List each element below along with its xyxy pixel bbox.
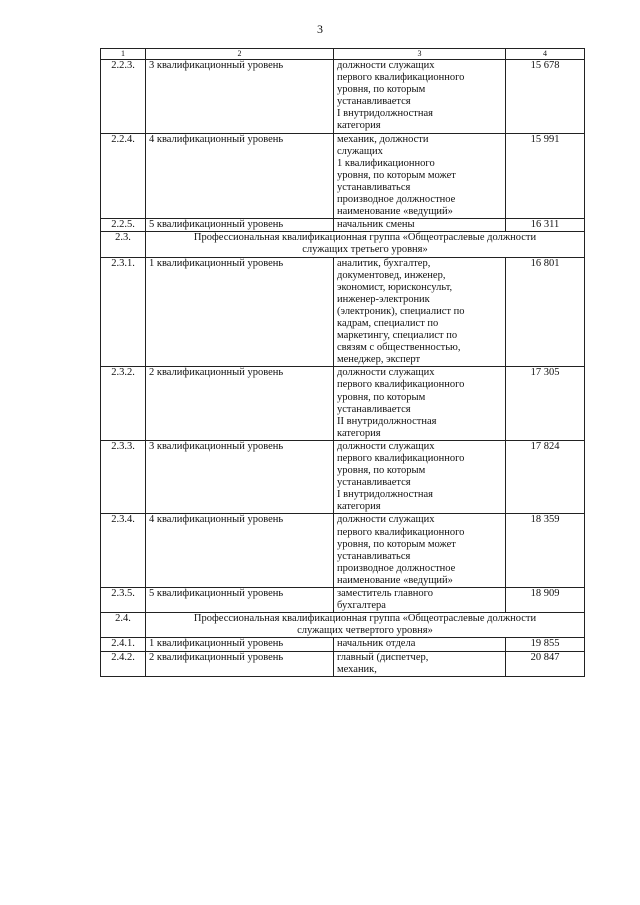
salary-value: 15 678 — [506, 60, 585, 134]
qualification-level: 2 квалификационный уровень — [146, 367, 334, 441]
table-row — [101, 367, 585, 441]
group-number: 2.3. — [101, 232, 146, 257]
item-number: 2.2.4. — [101, 133, 146, 219]
qualification-level: 4 квалификационный уровень — [146, 133, 334, 219]
qualification-level: 4 квалификационный уровень — [146, 514, 334, 588]
positions-list: начальник смены — [334, 219, 506, 232]
qualification-level: 3 квалификационный уровень — [146, 60, 334, 134]
group-header-row — [101, 232, 585, 257]
qualification-level: 5 квалификационный уровень — [146, 588, 334, 613]
column-number-3: 3 — [334, 49, 506, 60]
table-row — [101, 638, 585, 651]
salary-value: 15 991 — [506, 133, 585, 219]
positions-list: начальник отдела — [334, 638, 506, 651]
qualification-level: 5 квалификационный уровень — [146, 219, 334, 232]
salary-value: 18 909 — [506, 588, 585, 613]
positions-list: должности служащих первого квалификационного уровня, по которым устанавливается I внутридолжностная категория — [334, 440, 506, 514]
item-number: 2.3.3. — [101, 440, 146, 514]
group-number: 2.4. — [101, 613, 146, 638]
salary-value: 18 359 — [506, 514, 585, 588]
table-row — [101, 257, 585, 367]
item-number: 2.3.1. — [101, 257, 146, 367]
positions-list: должности служащих первого квалификационного уровня, по которым устанавливается I внутридолжностная категория — [334, 60, 506, 134]
salary-value: 16 311 — [506, 219, 585, 232]
column-number-2: 2 — [146, 49, 334, 60]
column-number-4: 4 — [506, 49, 585, 60]
item-number: 2.2.3. — [101, 60, 146, 134]
group-title: Профессиональная квалификационная группа «Общеотраслевые должности служащих третьего уровня» — [146, 232, 585, 257]
table-row — [101, 440, 585, 514]
group-title: Профессиональная квалификационная группа «Общеотраслевые должности служащих четвертого уровня» — [146, 613, 585, 638]
salary-table — [100, 48, 585, 677]
table-row — [101, 60, 585, 134]
table-row — [101, 514, 585, 588]
table-row — [101, 219, 585, 232]
qualification-level: 3 квалификационный уровень — [146, 440, 334, 514]
positions-list: должности служащих первого квалификационного уровня, по которым может устанавливаться производное должностное наименование «ведущий» — [334, 514, 506, 588]
salary-value: 20 847 — [506, 651, 585, 676]
group-header-row — [101, 613, 585, 638]
table-row — [101, 133, 585, 219]
column-number-1: 1 — [101, 49, 146, 60]
page-number: 3 — [317, 22, 323, 36]
salary-value: 17 305 — [506, 367, 585, 441]
salary-value: 16 801 — [506, 257, 585, 367]
salary-value: 19 855 — [506, 638, 585, 651]
positions-list: главный (диспетчер, механик, — [334, 651, 506, 676]
qualification-level: 1 квалификационный уровень — [146, 638, 334, 651]
item-number: 2.3.2. — [101, 367, 146, 441]
positions-list: должности служащих первого квалификационного уровня, по которым устанавливается II внутридолжностная категория — [334, 367, 506, 441]
item-number: 2.4.2. — [101, 651, 146, 676]
qualification-level: 2 квалификационный уровень — [146, 651, 334, 676]
qualification-level: 1 квалификационный уровень — [146, 257, 334, 367]
item-number: 2.3.4. — [101, 514, 146, 588]
salary-value: 17 824 — [506, 440, 585, 514]
item-number: 2.3.5. — [101, 588, 146, 613]
salary-table-body — [101, 49, 585, 677]
item-number: 2.2.5. — [101, 219, 146, 232]
table-row — [101, 588, 585, 613]
positions-list: механик, должности служащих 1 квалификационного уровня, по которым может устанавливаться производное должностное наименование «ведущий» — [334, 133, 506, 219]
item-number: 2.4.1. — [101, 638, 146, 651]
column-number-row — [101, 49, 585, 60]
table-row — [101, 651, 585, 676]
positions-list: заместитель главного бухгалтера — [334, 588, 506, 613]
positions-list: аналитик, бухгалтер, документовед, инженер, экономист, юрисконсульт, инженер-электроник (электроник), специалист по кадрам, специалист по маркетингу, специалист по связям с общественностью, менеджер, эксперт — [334, 257, 506, 367]
